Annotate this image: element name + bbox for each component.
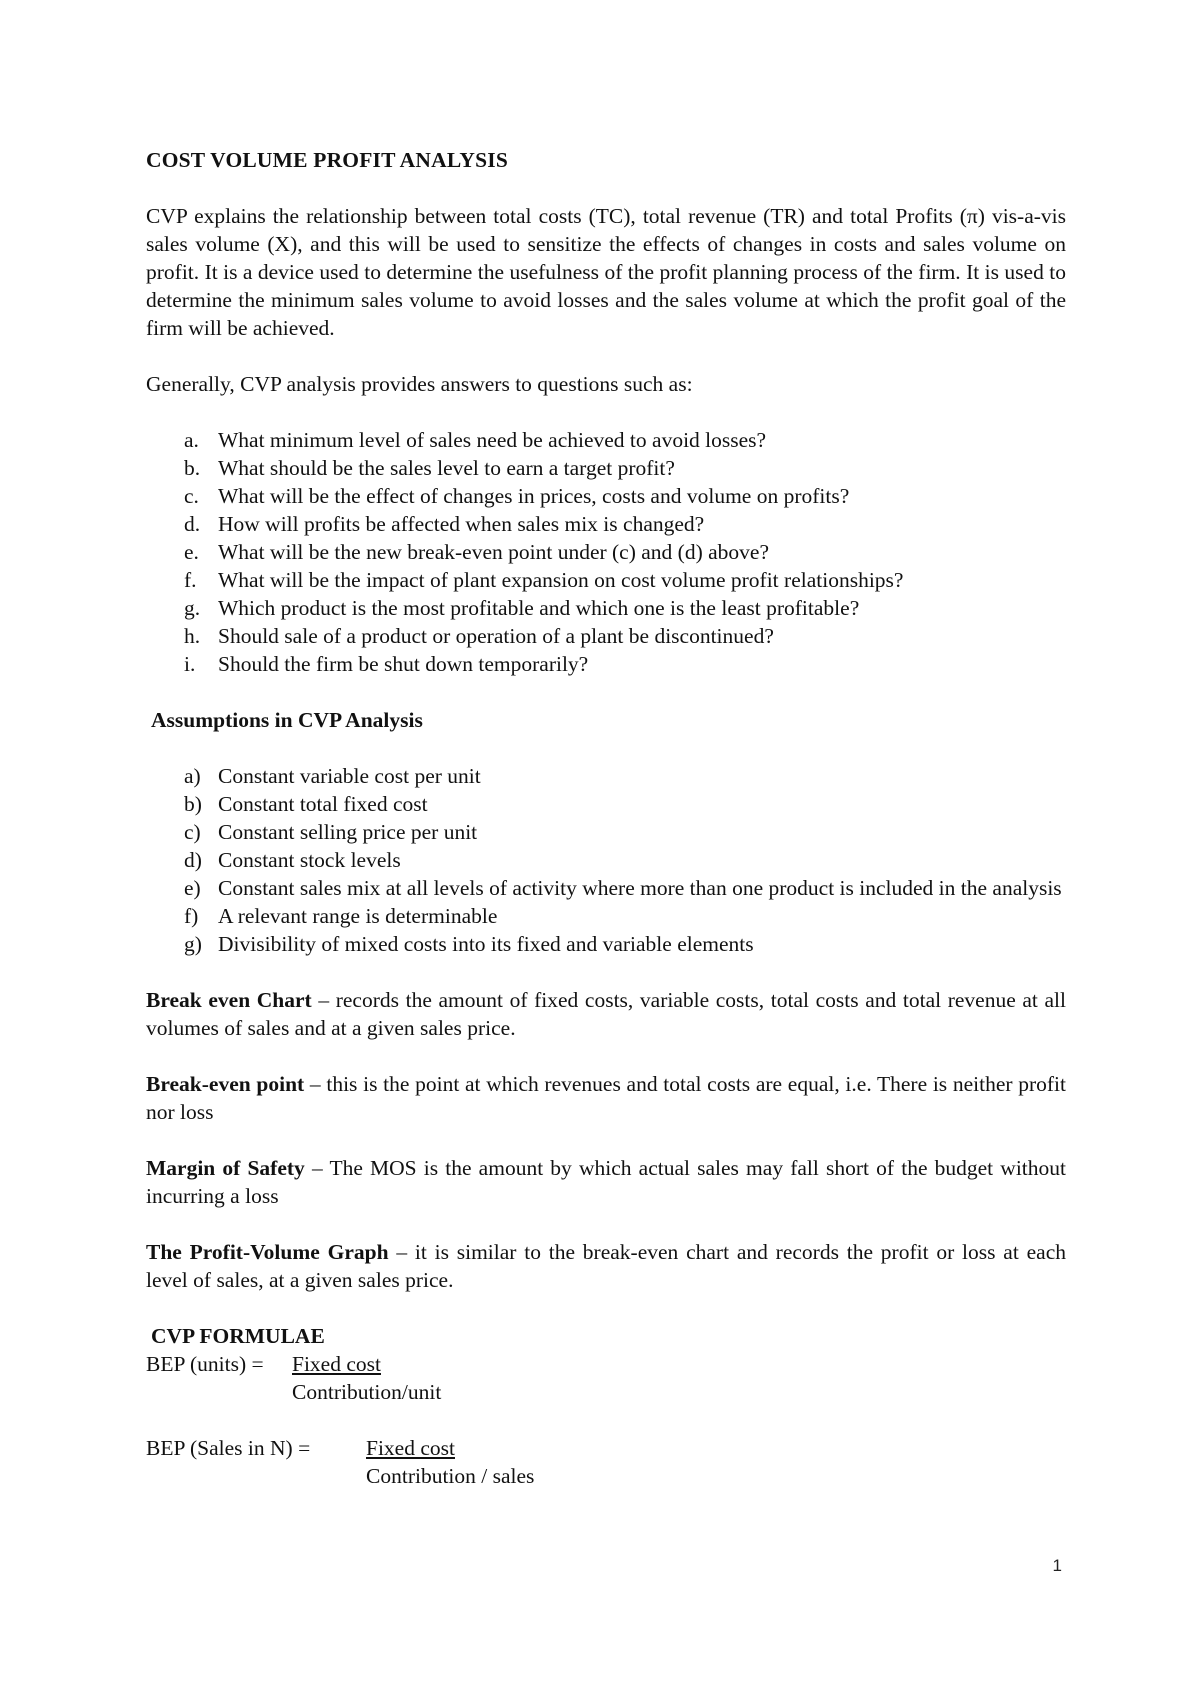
definition-break-even-point [146, 1070, 1066, 1126]
list-item [146, 622, 1066, 650]
formula-denominator: Contribution / sales [366, 1464, 535, 1488]
list-marker: c. [184, 484, 199, 508]
list-marker: g. [184, 596, 201, 620]
list-marker: a. [184, 428, 199, 452]
list-marker: b. [184, 456, 201, 480]
list-marker: d. [184, 512, 201, 536]
questions-lead: Generally, CVP analysis provides answers to questions such as: [146, 372, 693, 396]
list-item-text: Should the firm be shut down temporarily? [218, 652, 589, 676]
list-item [146, 566, 1066, 594]
list-item-text: What should be the sales level to earn a target profit? [218, 456, 675, 480]
list-item [146, 454, 1066, 482]
list-item-text: What will be the effect of changes in prices, costs and volume on profits? [218, 484, 850, 508]
list-item-text: What will be the new break-even point under (c) and (d) above? [218, 540, 770, 564]
list-item-text: Should sale of a product or operation of a plant be discontinued? [218, 624, 774, 648]
definition-term: Break-even point [146, 1072, 305, 1096]
formula-lhs: BEP (units) = [146, 1352, 264, 1376]
questions-list [146, 426, 1066, 678]
list-item-text: What minimum level of sales need be achieved to avoid losses? [218, 428, 767, 452]
list-item [146, 426, 1066, 454]
list-item-text: Constant sales mix at all levels of activity where more than one product is included in the analysis [218, 876, 1062, 900]
list-item-text: How will profits be affected when sales mix is changed? [218, 512, 705, 536]
list-marker: e. [184, 540, 199, 564]
list-item-text: Constant stock levels [218, 848, 401, 872]
list-item [146, 594, 1066, 622]
list-item-text: What will be the impact of plant expansion on cost volume profit relationships? [218, 568, 904, 592]
list-marker: g) [184, 932, 202, 956]
formula-bep-units [146, 1350, 1066, 1406]
list-marker: d) [184, 848, 202, 872]
definition-term: The Profit-Volume Graph [146, 1240, 389, 1264]
assumptions-heading: Assumptions in CVP Analysis [151, 708, 423, 732]
formula-bep-sales [146, 1434, 1066, 1490]
list-item [146, 510, 1066, 538]
list-item [146, 902, 1066, 930]
list-item [146, 818, 1066, 846]
definition-text: – it is similar to the break-even chart and records the profit or loss at each level of sales, at a given sales price. [146, 1240, 1066, 1292]
list-item [146, 538, 1066, 566]
formula-numerator: Fixed cost [366, 1436, 455, 1460]
list-item [146, 762, 1066, 790]
page-number: 1 [1052, 1556, 1062, 1575]
formulae-heading: CVP FORMULAE [151, 1324, 325, 1348]
list-marker: i. [184, 652, 196, 676]
list-item [146, 650, 1066, 678]
page-content [146, 146, 1066, 1490]
assumptions-list [146, 762, 1066, 958]
list-item [146, 790, 1066, 818]
list-item [146, 482, 1066, 510]
list-item [146, 874, 1066, 902]
definition-term: Break even Chart [146, 988, 312, 1012]
list-marker: f) [184, 904, 199, 928]
definition-margin-of-safety [146, 1154, 1066, 1210]
list-item-text: A relevant range is determinable [218, 904, 498, 928]
list-item-text: Divisibility of mixed costs into its fixed and variable elements [218, 932, 754, 956]
list-marker: b) [184, 792, 202, 816]
formula-lhs: BEP (Sales in N) = [146, 1436, 311, 1460]
page-title: COST VOLUME PROFIT ANALYSIS [146, 148, 509, 172]
list-item [146, 930, 1066, 958]
list-marker: f. [184, 568, 197, 592]
list-item-text: Constant variable cost per unit [218, 764, 481, 788]
definition-text: – The MOS is the amount by which actual sales may fall short of the budget without incurring a loss [146, 1156, 1066, 1208]
list-item-text: Constant selling price per unit [218, 820, 478, 844]
definition-profit-volume-graph [146, 1238, 1066, 1294]
definition-break-even-chart [146, 986, 1066, 1042]
list-marker: c) [184, 820, 201, 844]
definition-text: – records the amount of fixed costs, variable costs, total costs and total revenue at all volumes of sales and at a given sales price. [146, 988, 1066, 1040]
list-marker: h. [184, 624, 201, 648]
list-marker: e) [184, 876, 201, 900]
list-marker: a) [184, 764, 201, 788]
formula-denominator: Contribution/unit [292, 1380, 442, 1404]
definition-term: Margin of Safety [146, 1156, 305, 1180]
intro-paragraph: CVP explains the relationship between total costs (TC), total revenue (TR) and total Profits (π) vis-a-vis sales volume (X), and this will be used to sensitize the effects of changes in costs and sales volume on profit. It is a device used to determine the usefulness of the profit planning process of the firm. It is used to determine the minimum sales volume to avoid losses and the sales volume at which the profit goal of the firm will be achieved. [146, 204, 1066, 340]
definition-text: – this is the point at which revenues and total costs are equal, i.e. There is neither profit nor loss [146, 1072, 1067, 1124]
formula-numerator: Fixed cost [292, 1352, 381, 1376]
list-item-text: Which product is the most profitable and which one is the least profitable? [218, 596, 860, 620]
list-item-text: Constant total fixed cost [218, 792, 428, 816]
list-item [146, 846, 1066, 874]
